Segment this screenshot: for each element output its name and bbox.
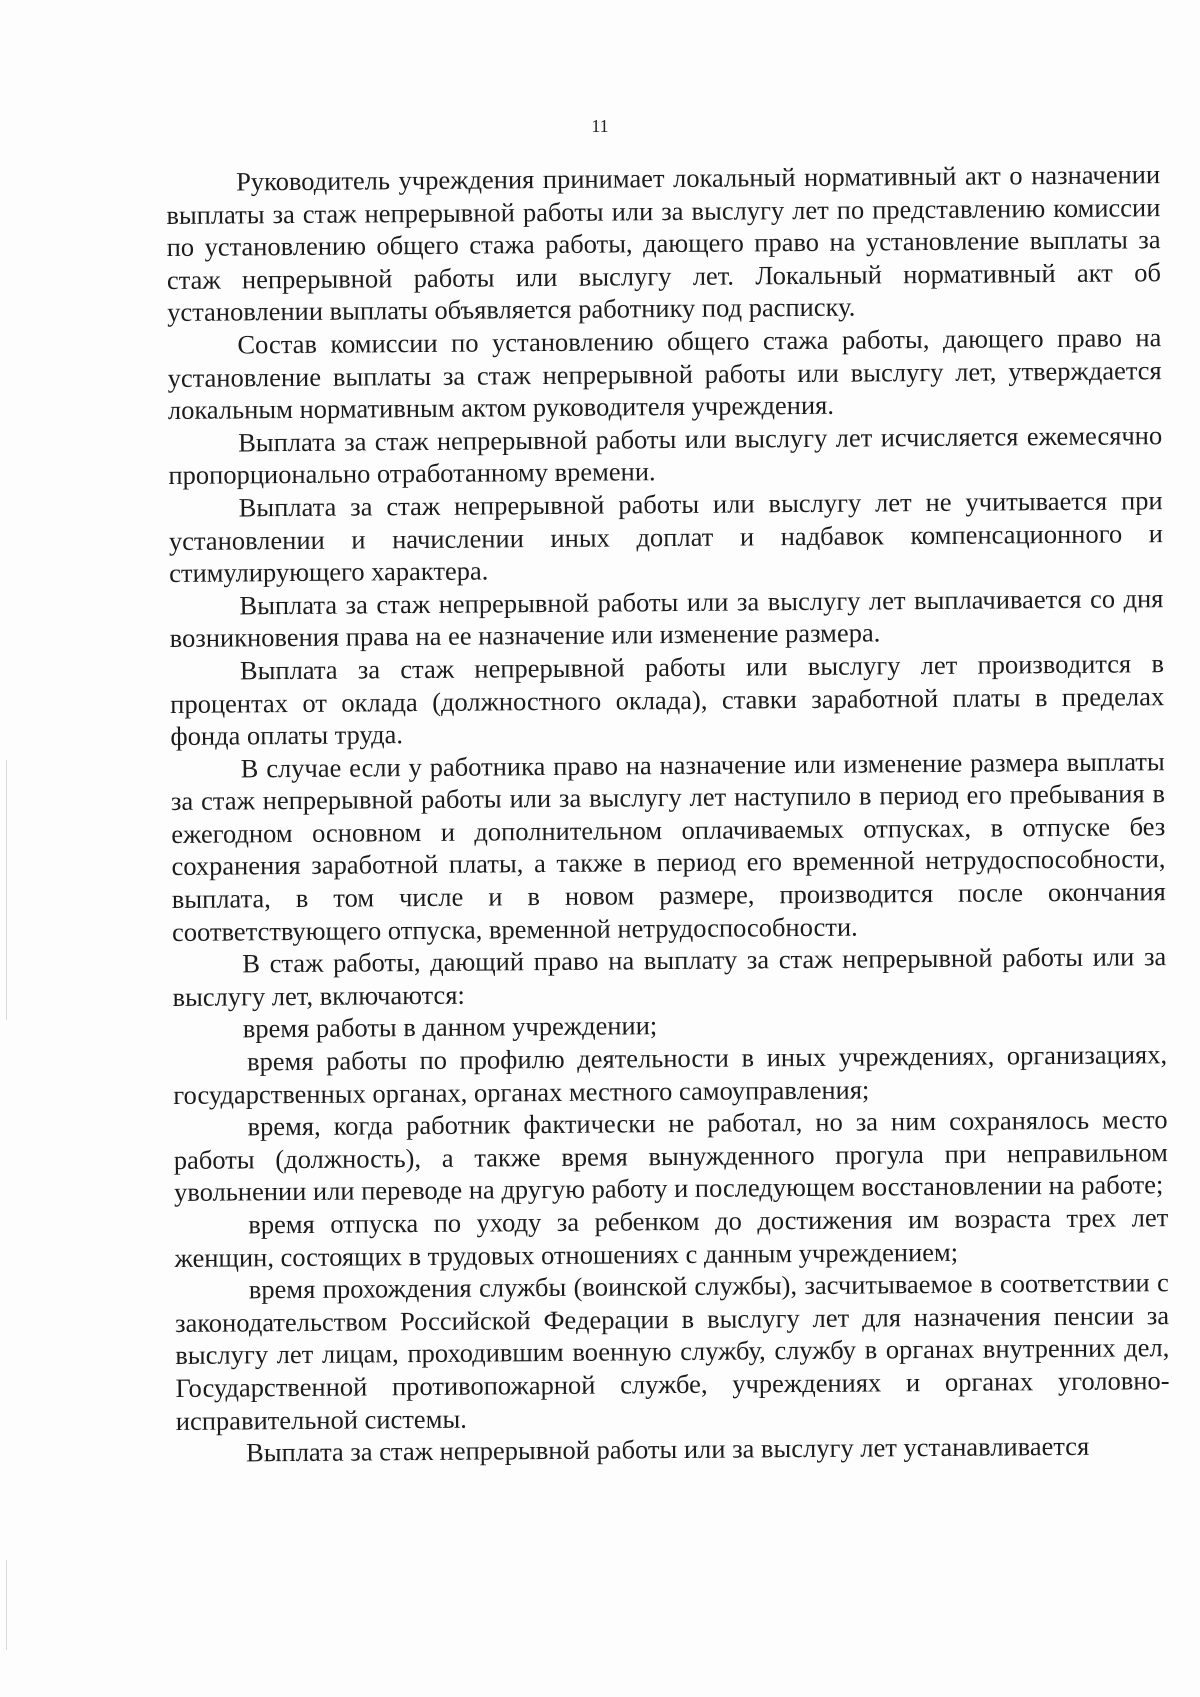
paragraph: Выплата за стаж непрерывной работы или за выслугу лет устанавливается <box>245 1430 1090 1468</box>
list-item: время работы по профилю деятельности в иных учреждениях, организациях, государственных органах, органах местного самоуправления; <box>173 1039 1168 1110</box>
paragraph: Выплата за стаж непрерывной работы или за выслугу лет выплачивается со дня возникновения права на ее назначение или изменение размера. <box>169 582 1164 654</box>
paragraph: Выплата за стаж непрерывной работы или выслугу лет производится в процентах от оклада (должностного оклада), ставки заработной платы в пределах фонда оплаты труда. <box>170 648 1165 752</box>
list-item: время прохождения службы (воинской службы), засчитываемое в соответствии с законодательством Российской Федерации в выслугу лет для назначения пенсии за выслугу лет лицам, проходившим военную службу, службу в органах внутренних дел, Государственной противопожарной службе, учреждениях и органах уголовно-исправительной системы. <box>174 1267 1170 1436</box>
document-body <box>166 158 1170 1470</box>
paragraph: В стаж работы, дающий право на выплату за стаж непрерывной работы или за выслугу лет, включаются: <box>172 941 1167 1012</box>
scan-edge-mark <box>6 760 7 1020</box>
list-item: время работы в данном учреждении; <box>242 1010 658 1044</box>
paragraph: В случае если у работника право на назначение или изменение размера выплаты за стаж непрерывной работы или за выслугу лет наступило в период его пребывания в ежегодном основном и дополнительном оплачиваемых отпусках, в отпуске без сохранения заработной платы, а также в период его временной нетрудоспособности, выплата, в том числе и в новом размере, производится после окончания соответствующего отпуска, временной нетрудоспособности. <box>170 745 1166 947</box>
scan-edge-mark <box>6 1560 7 1650</box>
paragraph: Состав комиссии по установлению общего стажа работы, дающего право на установление выплаты за стаж непрерывной работы или выслугу лет, утверждается локальным нормативным актом руководителя учреждения. <box>167 322 1162 426</box>
list-item: время, когда работник фактически не работал, но за ним сохранялось место работы (должность), а также время вынужденного прогула при неправильном увольнении или переводе на другую работу и последующем восстановлении на работе; <box>173 1104 1168 1208</box>
page-number: 11 <box>591 116 609 136</box>
paragraph: Руководитель учреждения принимает локальный нормативный акт о назначении выплаты за стаж непрерывной работы или за выслугу лет по представлению комиссии по установлению общего стажа работы, дающего право на установление выплаты за стаж непрерывной работы или выслугу лет. Локальный нормативный акт об установлении выплаты объявляется работнику под расписку. <box>166 159 1161 328</box>
paragraph: Выплата за стаж непрерывной работы или выслугу лет исчисляется ежемесячно пропорционально отработанному времени. <box>168 419 1163 491</box>
paragraph: Выплата за стаж непрерывной работы или выслугу лет не учитывается при установлении и начислении иных доплат и надбавок компенсационного и стимулирующего характера. <box>168 485 1164 589</box>
list-item: время отпуска по уходу за ребенком до достижения им возраста трех лет женщин, состоящих в трудовых отношениях с данным учреждением; <box>174 1202 1169 1273</box>
